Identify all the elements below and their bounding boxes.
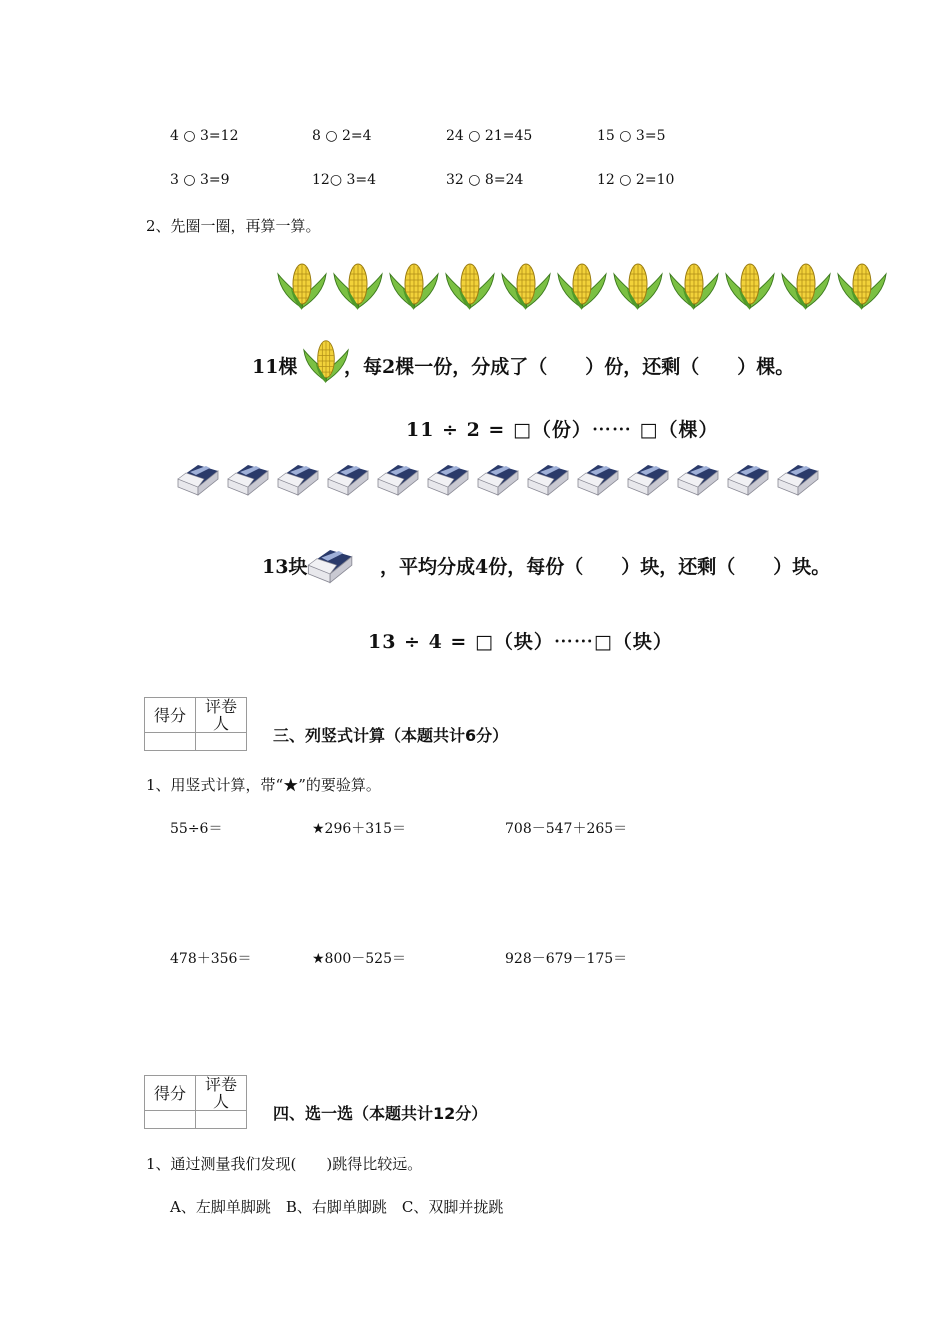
eraser-formula: 13 ÷ 4 = □（块）⋯⋯□（块） bbox=[368, 631, 673, 653]
corn-icon bbox=[724, 260, 776, 312]
vertical-calc-item: 55÷6＝ bbox=[170, 821, 223, 837]
equation: 8 ○ 2=4 bbox=[312, 128, 372, 144]
corn-icon bbox=[276, 260, 328, 312]
section-4-question-1: 1、通过测量我们发现( )跳得比较远。 bbox=[146, 1155, 423, 1173]
eraser-count-label: 13块 bbox=[262, 556, 308, 578]
grader-label: 评卷人 bbox=[196, 1076, 247, 1111]
eraser-icon bbox=[724, 457, 770, 497]
vertical-calc-item: 928－679－175＝ bbox=[505, 951, 628, 967]
equation: 24 ○ 21=45 bbox=[446, 128, 533, 144]
section-3-title: 三、列竖式计算（本题共计6分） bbox=[273, 726, 509, 745]
equation: 4 ○ 3=12 bbox=[170, 128, 239, 144]
eraser-icon bbox=[304, 540, 354, 586]
equation: 12 ○ 2=10 bbox=[597, 172, 675, 188]
score-label: 得分 bbox=[145, 698, 196, 733]
grader-label: 评卷人 bbox=[196, 698, 247, 733]
eraser-icon bbox=[574, 457, 620, 497]
corn-count-label: 11棵 bbox=[252, 356, 298, 378]
eraser-question-text: ，平均分成4份，每份（ ）块，还剩（ ）块。 bbox=[380, 556, 831, 578]
corn-icon bbox=[556, 260, 608, 312]
corn-icon bbox=[388, 260, 440, 312]
equation: 12○ 3=4 bbox=[312, 172, 377, 188]
score-table bbox=[144, 697, 247, 751]
eraser-icon bbox=[174, 457, 220, 497]
corn-icon bbox=[302, 335, 350, 387]
eraser-icon bbox=[224, 457, 270, 497]
eraser-icon bbox=[324, 457, 370, 497]
grader-cell[interactable] bbox=[196, 1111, 247, 1129]
eraser-row bbox=[174, 457, 824, 497]
corn-icon bbox=[444, 260, 496, 312]
eraser-icon bbox=[524, 457, 570, 497]
corn-icon bbox=[780, 260, 832, 312]
corn-icon bbox=[836, 260, 888, 312]
corn-row bbox=[276, 260, 892, 312]
question-2-title: 2、先圈一圈，再算一算。 bbox=[146, 217, 321, 235]
section-4-options: A、左脚单脚跳 B、右脚单脚跳 C、双脚并拢跳 bbox=[170, 1198, 504, 1216]
equation: 3 ○ 3=9 bbox=[170, 172, 230, 188]
eraser-icon bbox=[674, 457, 720, 497]
corn-icon bbox=[612, 260, 664, 312]
vertical-calc-item: 478＋356＝ bbox=[170, 951, 252, 967]
equation: 15 ○ 3=5 bbox=[597, 128, 666, 144]
vertical-calc-item: ★800－525＝ bbox=[312, 951, 406, 967]
corn-icon bbox=[668, 260, 720, 312]
vertical-calc-item: ★296＋315＝ bbox=[312, 821, 406, 837]
score-label: 得分 bbox=[145, 1076, 196, 1111]
eraser-icon bbox=[474, 457, 520, 497]
section-3-question-1: 1、用竖式计算，带“★”的要验算。 bbox=[146, 776, 381, 794]
corn-formula: 11 ÷ 2 = □（份）⋯⋯ □（棵） bbox=[406, 419, 719, 441]
grader-cell[interactable] bbox=[196, 733, 247, 751]
score-cell[interactable] bbox=[145, 1111, 196, 1129]
eraser-icon bbox=[774, 457, 820, 497]
vertical-calc-item: 708－547＋265＝ bbox=[505, 821, 628, 837]
eraser-icon bbox=[624, 457, 670, 497]
section-4-title: 四、选一选（本题共计12分） bbox=[273, 1104, 488, 1123]
corn-icon bbox=[500, 260, 552, 312]
corn-icon bbox=[332, 260, 384, 312]
score-cell[interactable] bbox=[145, 733, 196, 751]
corn-question-text: ，每2棵一份，分成了（ ）份，还剩（ ）棵。 bbox=[344, 356, 795, 378]
eraser-icon bbox=[274, 457, 320, 497]
equation: 32 ○ 8=24 bbox=[446, 172, 524, 188]
eraser-icon bbox=[424, 457, 470, 497]
score-table bbox=[144, 1075, 247, 1129]
eraser-icon bbox=[374, 457, 420, 497]
